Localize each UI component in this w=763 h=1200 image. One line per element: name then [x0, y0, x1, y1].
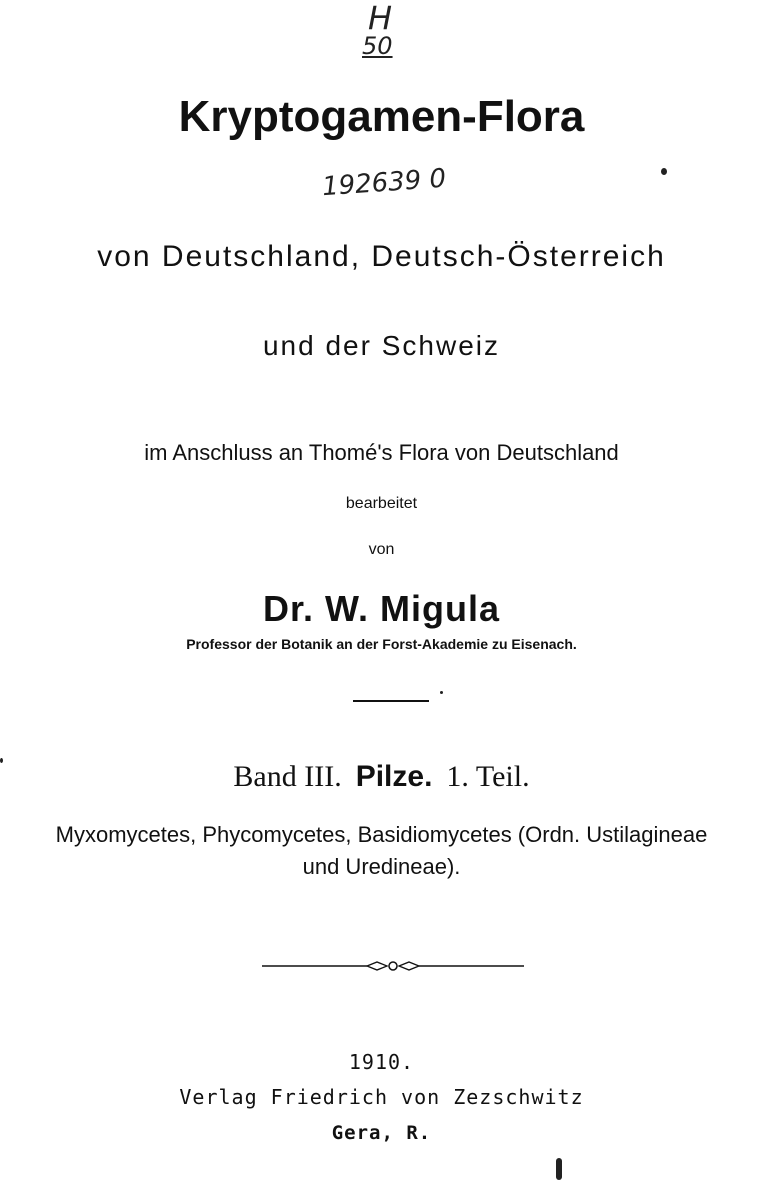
anschluss-line: im Anschluss an Thomé's Flora von Deutschland [144, 440, 619, 465]
volume-part: 1. Teil. [446, 760, 530, 793]
scan-speck [0, 758, 3, 763]
bearbeitet-text: bearbeitet [345, 495, 418, 512]
book-title: Kryptogamen-Flora [178, 92, 585, 141]
shelfmark-number: 50 [362, 32, 393, 60]
publication-place: Gera, R. [331, 1122, 432, 1144]
publication-year: 1910. [348, 1050, 415, 1074]
subtitle-line-1: von Deutschland, Deutsch-Österreich [97, 240, 666, 273]
von-text: von [368, 541, 395, 558]
handwritten-accession-number: 192639 0 [321, 163, 447, 203]
shelfmark-letter: H [368, 0, 393, 37]
scan-speck [556, 1158, 562, 1180]
volume-subject: Pilze. [355, 760, 433, 793]
volume-line [0, 760, 763, 794]
scan-speck [440, 691, 443, 694]
divider-rule [353, 700, 429, 702]
volume-band: Band III. [233, 760, 342, 793]
scan-speck [661, 168, 667, 175]
ornamental-divider [262, 958, 524, 974]
author-position: Professor der Botanik an der Forst-Akademie zu Eisenach. [186, 636, 577, 652]
handwritten-shelfmark [362, 2, 412, 58]
orders-line-2: und Uredineae). [302, 854, 461, 879]
author-name: Dr. W. Migula [262, 588, 500, 629]
publisher-name: Verlag Friedrich von Zezschwitz [179, 1085, 584, 1109]
subtitle-line-2: und der Schweiz [262, 330, 500, 361]
orders-line-1: Myxomycetes, Phycomycetes, Basidiomycetes (Ordn. Ustilagineae [55, 822, 708, 847]
